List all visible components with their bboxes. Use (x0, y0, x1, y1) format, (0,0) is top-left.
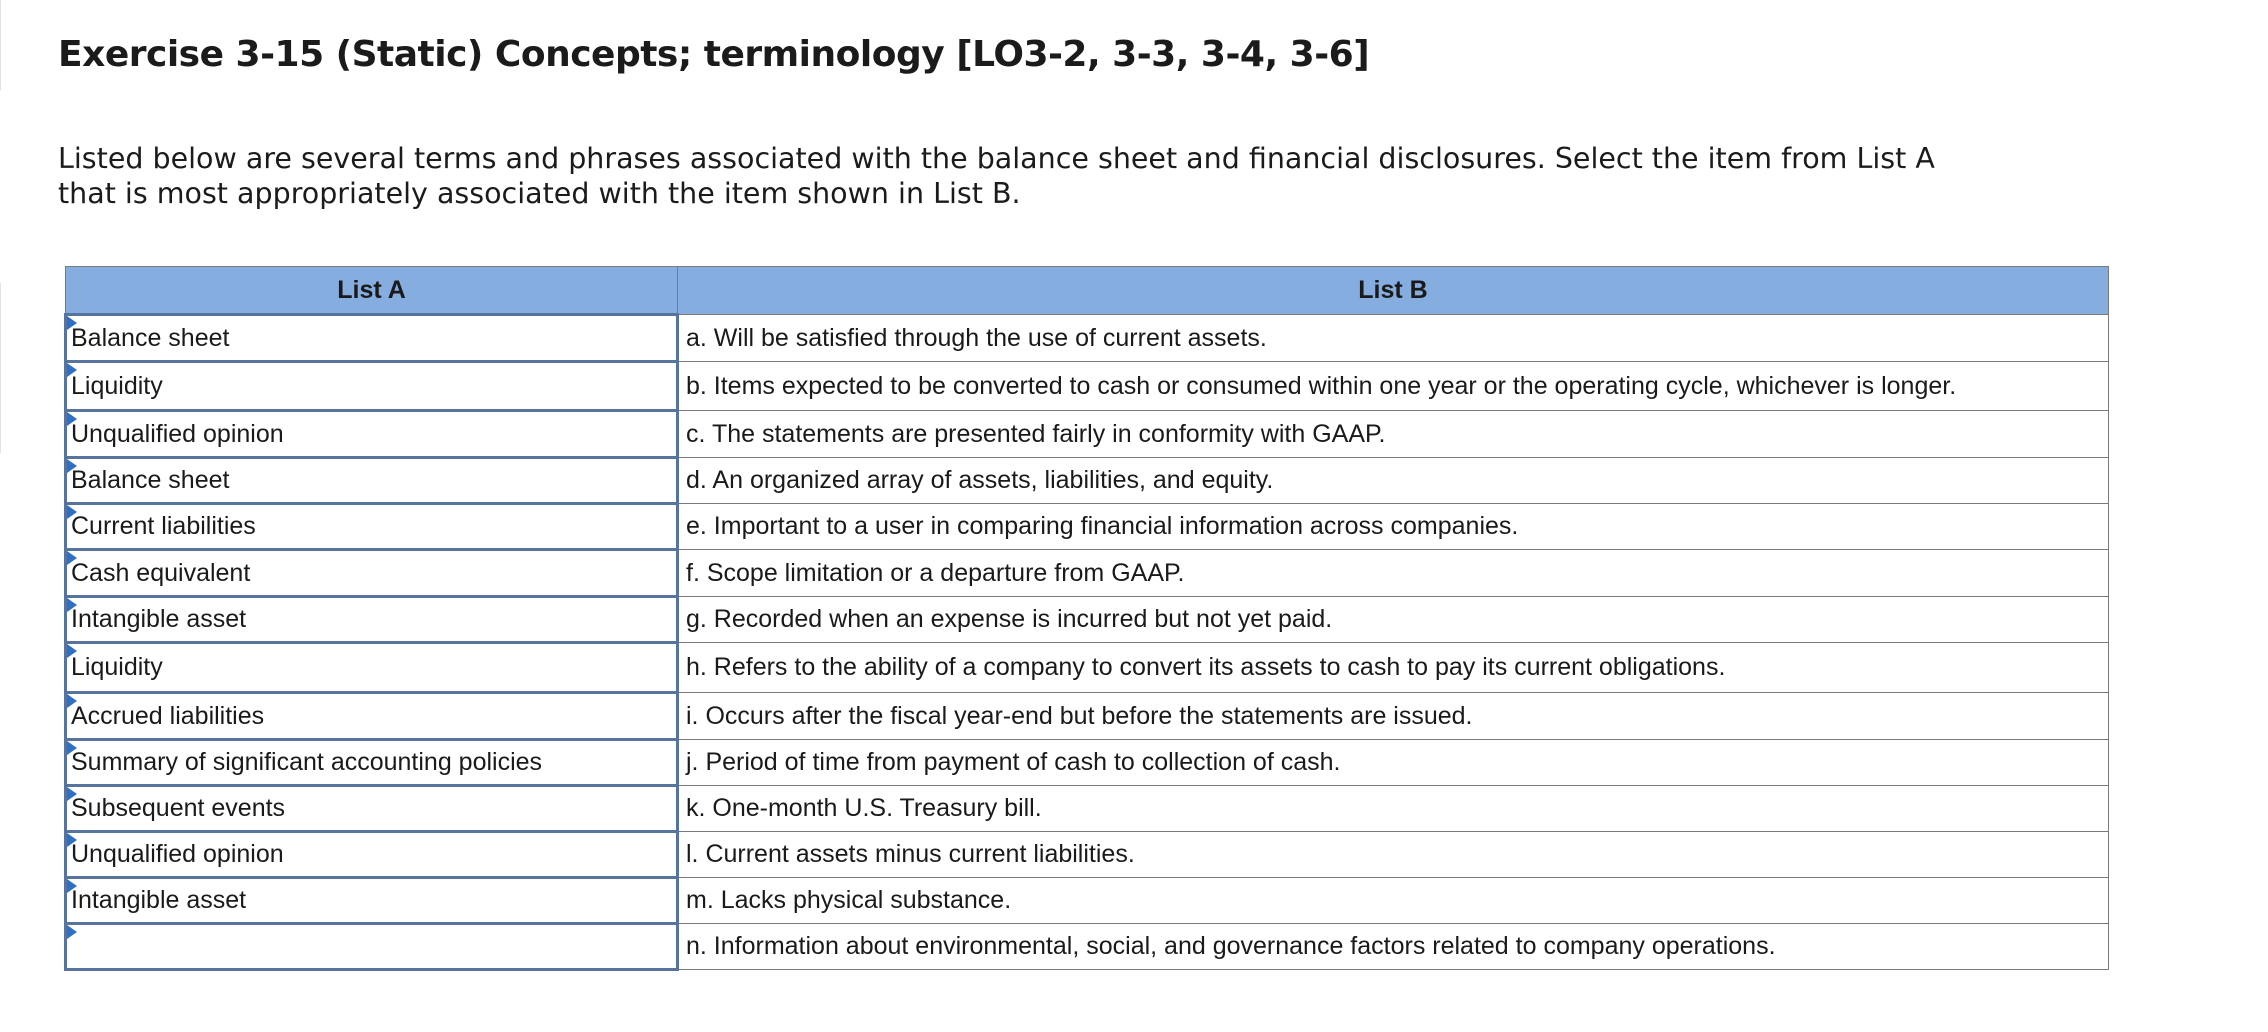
list-b-item: d. An organized array of assets, liabilities, and equity. (678, 458, 2109, 504)
list-b-item: k. One-month U.S. Treasury bill. (678, 786, 2109, 832)
list-b-item: a. Will be satisfied through the use of current assets. (678, 315, 2109, 362)
list-a-dropdown[interactable] (66, 597, 678, 643)
list-a-dropdown[interactable] (66, 832, 678, 878)
list-b-item: j. Period of time from payment of cash to collection of cash. (678, 740, 2109, 786)
page-title: Exercise 3-15 (Static) Concepts; terminology [LO3-2, 3-3, 3-4, 3-6] (58, 34, 1370, 75)
list-b-item: h. Refers to the ability of a company to convert its assets to cash to pay its current obligations. (678, 643, 2109, 693)
list-a-dropdown[interactable] (66, 786, 678, 832)
table-row (66, 786, 2109, 832)
list-a-dropdown[interactable] (66, 550, 678, 597)
dropdown-corner-icon (67, 363, 77, 377)
dropdown-corner-icon (67, 598, 77, 612)
list-b-item: g. Recorded when an expense is incurred but not yet paid. (678, 597, 2109, 643)
list-b-item: i. Occurs after the fiscal year-end but before the statements are issued. (678, 693, 2109, 740)
dropdown-selected-value: Balance sheet (71, 466, 230, 494)
list-a-dropdown[interactable] (66, 693, 678, 740)
dropdown-corner-icon (67, 787, 77, 801)
dropdown-selected-value: Balance sheet (71, 323, 230, 352)
list-a-dropdown[interactable] (66, 643, 678, 693)
dropdown-corner-icon (67, 833, 77, 847)
table-row (66, 643, 2109, 693)
dropdown-selected-value: Unqualified opinion (71, 840, 284, 868)
dropdown-selected-value: Summary of significant accounting policies (71, 748, 543, 776)
table-row (66, 458, 2109, 504)
list-b-item: n. Information about environmental, social, and governance factors related to company operations. (678, 924, 2109, 970)
table-row (66, 315, 2109, 362)
matching-table (64, 266, 2109, 971)
dropdown-corner-icon (67, 741, 77, 755)
list-b-header: List B (678, 267, 2109, 315)
list-a-dropdown[interactable] (66, 411, 678, 458)
list-b-item: m. Lacks physical substance. (678, 878, 2109, 924)
dropdown-selected-value: Accrued liabilities (71, 701, 265, 730)
dropdown-selected-value: Intangible asset (71, 605, 247, 633)
dropdown-corner-icon (67, 644, 77, 658)
instructions-text: Listed below are several terms and phrases associated with the balance sheet and financial disclosures. Select the item from List A that is most appropriately associated with the item shown in List B. (58, 142, 1935, 210)
list-a-dropdown[interactable] (66, 458, 678, 504)
list-b-item: c. The statements are presented fairly in conformity with GAAP. (678, 411, 2109, 458)
table-row (66, 924, 2109, 970)
list-b-item: l. Current assets minus current liabilities. (678, 832, 2109, 878)
dropdown-corner-icon (67, 694, 77, 708)
table-row (66, 597, 2109, 643)
table-row (66, 740, 2109, 786)
dropdown-corner-icon (67, 412, 77, 426)
list-a-dropdown[interactable] (66, 740, 678, 786)
table-row (66, 693, 2109, 740)
left-edge-line (0, 283, 1, 453)
left-edge-line (0, 0, 1, 90)
dropdown-corner-icon (67, 459, 77, 473)
dropdown-corner-icon (67, 505, 77, 519)
list-a-dropdown[interactable] (66, 362, 678, 411)
table-header-row (66, 267, 2109, 315)
dropdown-selected-value: Intangible asset (71, 886, 247, 914)
table-row (66, 504, 2109, 550)
list-a-header: List A (66, 267, 678, 315)
dropdown-selected-value: Unqualified opinion (71, 419, 284, 448)
dropdown-selected-value: Current liabilities (71, 512, 256, 540)
dropdown-corner-icon (67, 316, 77, 330)
dropdown-selected-value: Liquidity (71, 371, 163, 400)
dropdown-selected-value: Cash equivalent (71, 558, 251, 587)
list-b-item: f. Scope limitation or a departure from GAAP. (678, 550, 2109, 597)
list-a-dropdown[interactable] (66, 878, 678, 924)
dropdown-selected-value: Subsequent events (71, 794, 286, 822)
dropdown-selected-value: Liquidity (71, 653, 163, 681)
table-row (66, 411, 2109, 458)
table-row (66, 550, 2109, 597)
table-row (66, 878, 2109, 924)
list-b-item: b. Items expected to be converted to cash or consumed within one year or the operating cycle, whichever is longer. (678, 362, 2109, 411)
table-row (66, 362, 2109, 411)
dropdown-corner-icon (67, 551, 77, 565)
list-a-dropdown[interactable] (66, 924, 678, 970)
table-row (66, 832, 2109, 878)
list-b-item: e. Important to a user in comparing financial information across companies. (678, 504, 2109, 550)
dropdown-corner-icon (67, 879, 77, 893)
list-a-dropdown[interactable] (66, 504, 678, 550)
list-a-dropdown[interactable] (66, 315, 678, 362)
dropdown-corner-icon (67, 925, 77, 939)
